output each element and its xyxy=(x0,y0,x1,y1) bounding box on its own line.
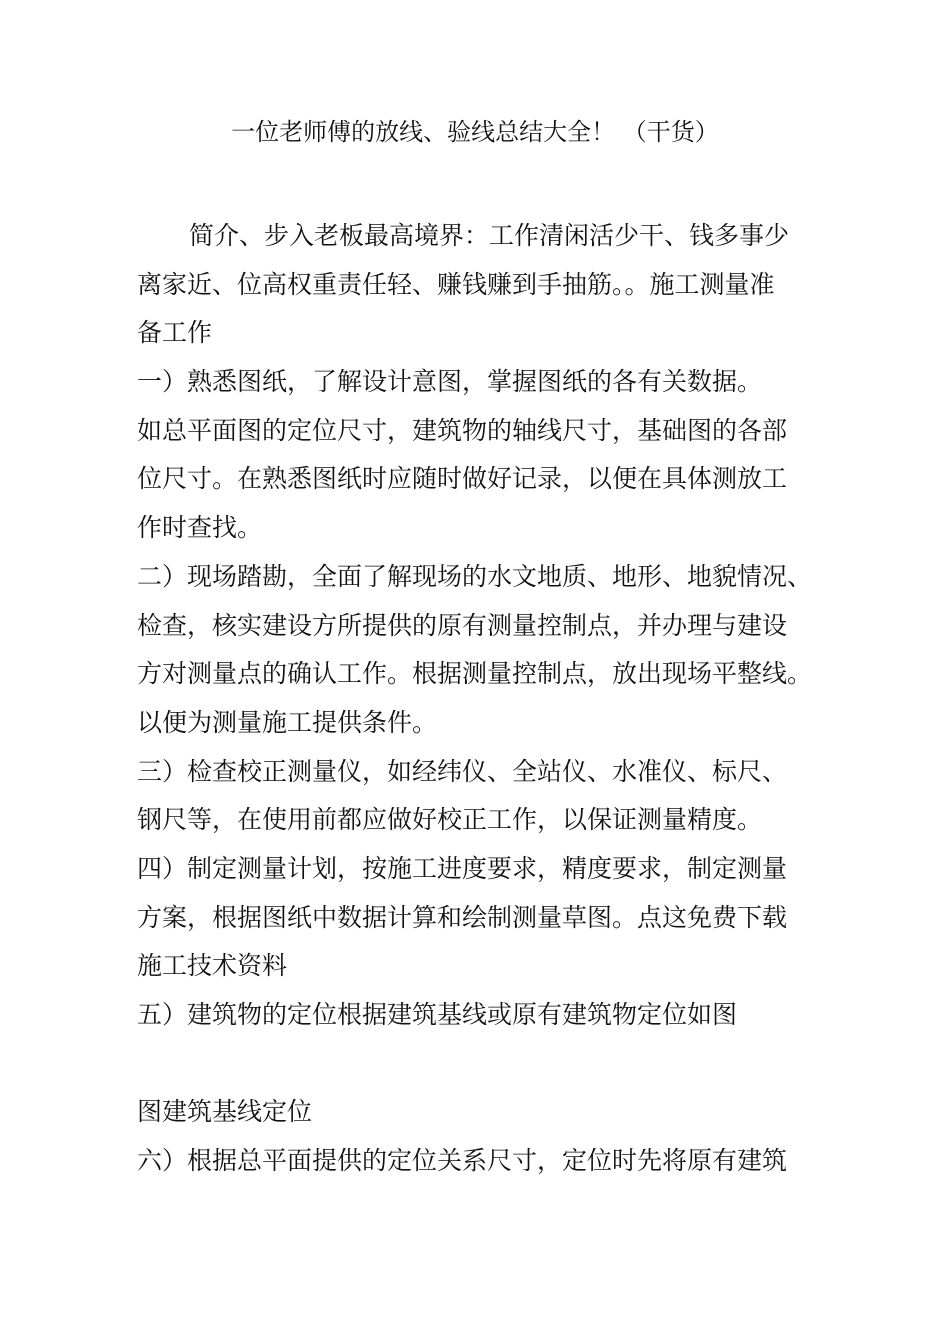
paragraph-line: 一）熟悉图纸，了解设计意图，掌握图纸的各有关数据。 xyxy=(137,367,763,397)
document-title: 一位老师傅的放线、验线总结大全！ （干货） xyxy=(231,118,719,146)
paragraph-line: 位尺寸。在熟悉图纸时应随时做好记录，以便在具体测放工 xyxy=(137,464,788,494)
paragraph-line: 方案，根据图纸中数据计算和绘制测量草图。点这免费下载 xyxy=(137,902,788,932)
paragraph-line: 作时查找。 xyxy=(137,513,263,543)
paragraph-line: 简介、步入老板最高境界：工作清闲活少干、钱多事少 xyxy=(189,221,790,250)
paragraph-line: 钢尺等，在使用前都应做好校正工作，以保证测量精度。 xyxy=(137,805,763,835)
paragraph-line: 五）建筑物的定位根据建筑基线或原有建筑物定位如图 xyxy=(137,1000,738,1029)
paragraph-line: 以便为测量施工提供条件。 xyxy=(137,707,438,737)
blank-line xyxy=(137,1040,817,1089)
paragraph-line: 二）现场踏勘，全面了解现场的水文地质、地形、地貌情况、 xyxy=(137,561,813,591)
paragraph-line: 备工作 xyxy=(137,318,213,348)
figure-caption: 图建筑基线定位 xyxy=(137,1097,313,1127)
paragraph-line: 三）检查校正测量仪，如经纬仪、全站仪、水准仪、标尺、 xyxy=(137,756,788,786)
paragraph-line: 检查，核实建设方所提供的原有测量控制点，并办理与建设 xyxy=(137,610,788,640)
paragraph-line: 四）制定测量计划，按施工进度要求，精度要求，制定测量 xyxy=(137,853,788,883)
paragraph-line: 方对测量点的确认工作。根据测量控制点，放出现场平整线。 xyxy=(137,659,813,689)
paragraph-line: 施工技术资料 xyxy=(137,951,288,981)
paragraph-line: 离家近、位高权重责任轻、赚钱赚到手抽筋。。施工测量准 xyxy=(137,269,775,299)
document-body xyxy=(137,212,817,1186)
paragraph-line: 六）根据总平面提供的定位关系尺寸，定位时先将原有建筑 xyxy=(137,1146,788,1176)
paragraph-line: 如总平面图的定位尺寸，建筑物的轴线尺寸，基础图的各部 xyxy=(137,415,788,445)
